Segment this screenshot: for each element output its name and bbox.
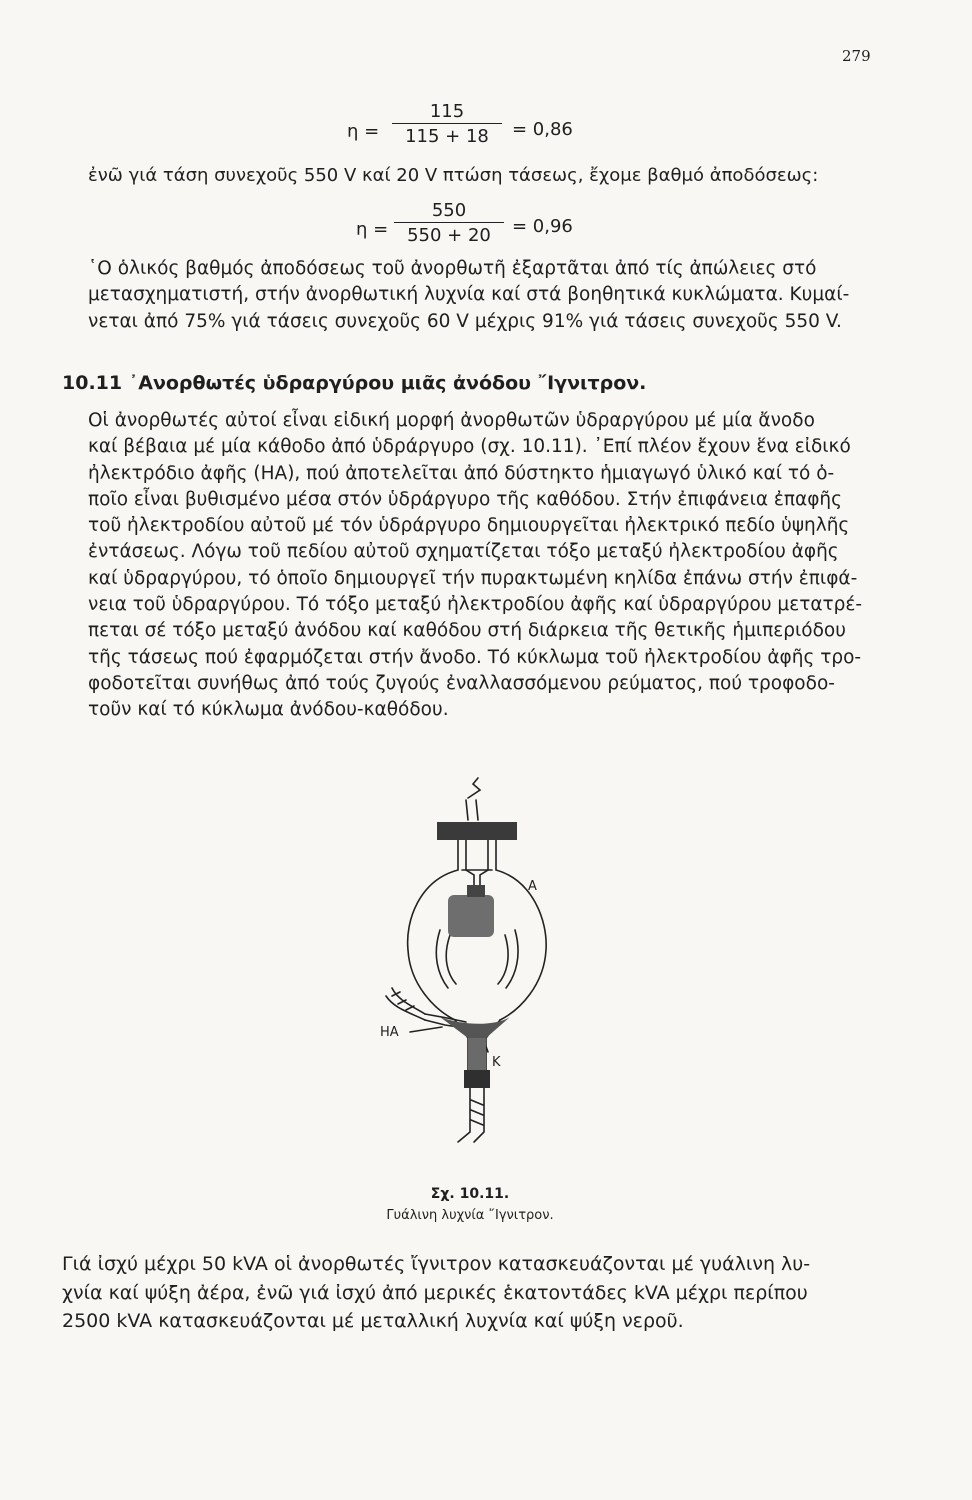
para2-line: ἠλεκτρόδιο ἀφῆς (ΗΑ), πού ἀποτελεῖται ἀπό δύστηκτο ἡμιαγωγό ὑλικό καί τό ὁ- (88, 462, 835, 484)
ignition-wire (386, 988, 425, 1020)
label-anode: A (528, 879, 537, 894)
paragraph-3 (62, 1250, 882, 1336)
eq2-numerator: 550 (394, 200, 504, 223)
section-number: 10.11 (62, 372, 123, 394)
para2-line: πεται σέ τόξο μεταξύ ἀνόδου καί καθόδου στή διάρκεια τῆς θετικῆς ἡμιπεριόδου (88, 620, 846, 642)
para1-line: μετασχηματιστή, στήν ἀνορθωτική λυχνία καί στά βοηθητικά κυκλώματα. Κυμαί- (88, 284, 850, 306)
para2-line: καί βέβαια μέ μία κάθοδο ἀπό ὑδράργυρο (σχ. 10.11). ᾿Επί πλέον ἔχουν ἕνα εἰδικό (88, 436, 851, 458)
eq2-lhs: η = (356, 219, 389, 240)
figure-caption-text: Γυάλινη λυχνία ῎Ιγνιτρον. (386, 1208, 554, 1223)
intro-line: ἐνῶ γιά τάση συνεχοῦς 550 V καί 20 V πτώση τάσεως, ἔχομε βαθμό ἀποδόσεως: (88, 165, 819, 186)
eq2-denominator: 550 + 20 (407, 225, 491, 246)
eq1-lhs: η = (347, 121, 380, 142)
arc-lines (436, 930, 518, 988)
anode-block (448, 895, 494, 937)
bottom-cap (464, 1070, 490, 1088)
eq2-fraction (394, 200, 504, 246)
para1-line: ῾Ο ὁλικός βαθμός ἀποδόσεως τοῦ ἀνορθωτῆ ἐξαρτᾶται ἀπό τίς ἀπώλειες στό (88, 258, 817, 279)
para2-line: Οἱ ἀνορθωτές αὐτοί εἶναι εἰδική μορφή ἀνορθωτῶν ὑδραργύρου μέ μία ἄνοδο (88, 410, 815, 431)
para2-line: τοῦ ἠλεκτροδίου αὐτοῦ μέ τόν ὑδράργυρο δημιουργεῖται ἠλεκτρικό πεδίο ὑψηλῆς (88, 515, 850, 537)
eq1-fraction (392, 101, 502, 147)
section-title: ᾿Ανορθωτές ὑδραργύρου μιᾶς ἀνόδου ῎Ιγνιτρον. (128, 372, 647, 394)
top-cap (437, 822, 517, 840)
figure-caption-number: Σχ. 10.11. (430, 1186, 510, 1202)
para2-line: φοδοτεῖται συνήθως ἀπό τούς ζυγούς ἐναλλασσόμενου ρεύματος, πού τροφοδο- (88, 672, 835, 694)
eq1-rhs: = 0,86 (512, 119, 573, 140)
para2-line: ποῖο εἶναι βυθισμένο μέσα στόν ὑδράργυρο τῆς καθόδου. Στήν ἐπιφάνεια ἐπαφῆς (88, 488, 843, 510)
para3-line: 2500 kVA κατασκευάζονται μέ μεταλλική λυχνία καί ψύξη νεροῦ. (62, 1310, 684, 1332)
paragraph-2 (88, 408, 882, 724)
section-heading (62, 372, 646, 394)
mercury-funnel (468, 1038, 486, 1070)
eq1-denominator: 115 + 18 (405, 126, 489, 147)
label-cathode: K (492, 1055, 501, 1070)
para3-line: Γιά ἰσχύ μέχρι 50 kVA οἱ ἀνορθωτές ἴγνιτρον κατασκευάζονται μέ γυάλινη λυ- (62, 1253, 811, 1275)
cathode-lead-wire (458, 1088, 484, 1142)
ignitron-figure (370, 770, 600, 1150)
paragraph-1 (88, 256, 882, 335)
anode-lead-wire (466, 778, 480, 820)
para2-line: νεια τοῦ ὑδραργύρου. Τό τόξο μεταξύ ἠλεκτροδίου ἀφῆς καί ὑδραργύρου μετατρέ- (88, 594, 863, 616)
anode-connector (467, 885, 485, 897)
para3-line: χνία καί ψύξη ἀέρα, ἐνῶ γιά ἰσχύ ἀπό μερικές ἑκατοντάδες kVA μέχρι περίπου (62, 1281, 808, 1304)
para2-line: καί ὑδραργύρου, τό ὁποῖο δημιουργεῖ τήν πυρακτωμένη κηλίδα ἐπάνω στήν ἐπιφά- (88, 567, 858, 589)
eq2-rhs: = 0,96 (512, 216, 573, 237)
page-number: 279 (842, 47, 871, 65)
para2-line: τοῦν καί τό κύκλωμα ἀνόδου-καθόδου. (88, 699, 449, 721)
para2-line: τῆς τάσεως πού ἐφαρμόζεται στήν ἄνοδο. Τό κύκλωμα τοῦ ἠλεκτροδίου ἀφῆς τρο- (88, 646, 862, 668)
label-ignition-electrode: HA (380, 1025, 399, 1040)
para2-line: ἐντάσεως. Λόγω τοῦ πεδίου αὐτοῦ σχηματίζεται τόξο μεταξύ ἠλεκτροδίου ἀφῆς (88, 541, 839, 563)
eq1-numerator: 115 (392, 101, 502, 124)
para1-line: νεται ἀπό 75% γιά τάσεις συνεχοῦς 60 V μέχρις 91% γιά τάσεις συνεχοῦς 550 V. (88, 310, 842, 332)
